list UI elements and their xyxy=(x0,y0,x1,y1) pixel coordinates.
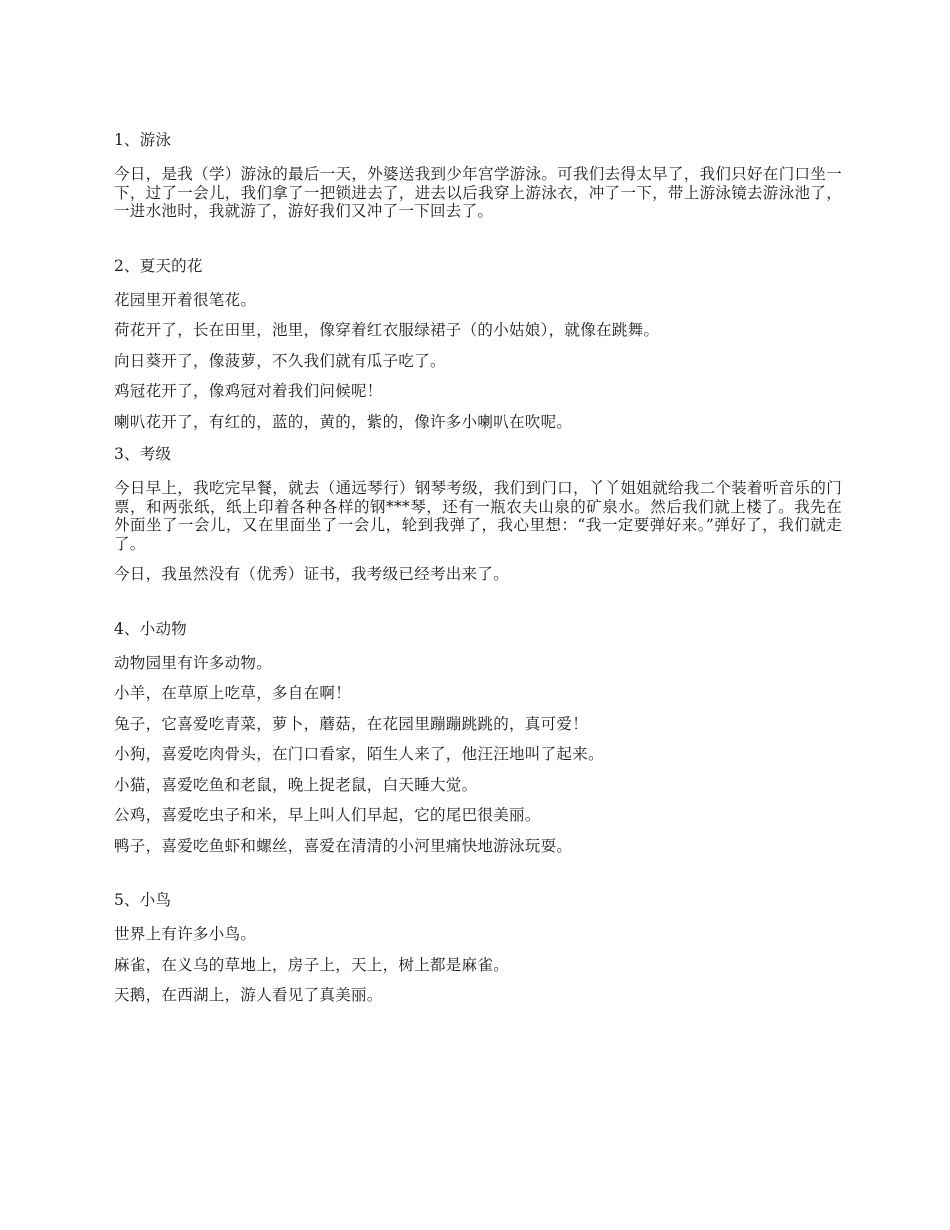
section-heading: 2、夏天的花 xyxy=(114,256,203,275)
section-heading: 3、考级 xyxy=(114,445,172,463)
paragraph: 鸡冠花开了，像鸡冠对着我们问候呢！ xyxy=(114,382,383,400)
paragraph: 喇叭花开了，有红的，蓝的，黄的，紫的，像许多小喇叭在吹呢。 xyxy=(114,412,573,431)
paragraph: 天鹅，在西湖上，游人看见了真美丽。 xyxy=(114,986,383,1004)
paragraph: 荷花开了，长在田里，池里，像穿着红衣服绿裙子（的小姑娘），就像在跳舞。 xyxy=(114,321,660,339)
section-heading: 5、小鸟 xyxy=(114,891,172,909)
paragraph: 花园里开着很笔花。 xyxy=(114,290,257,309)
paragraph: 小羊，在草原上吃草，多自在啊！ xyxy=(114,684,352,702)
paragraph: 今日早上，我吃完早餐，就去（通远琴行）钢琴考级，我们到门口，丫丫姐姐就给我二个装着听音乐的门票，和两张纸，纸上印着各种各样的钢***琴，还有一瓶农夫山泉的矿泉水。然后我们就上楼了。我先在外面坐了一会儿，又在里面坐了一会儿，轮到我弹了，我心里想：“我一定要弹好来。”弹好了，我们就走了。 xyxy=(114,479,842,553)
paragraph: 公鸡，喜爱吃虫子和米，早上叫人们早起，它的尾巴很美丽。 xyxy=(114,806,541,824)
section-heading: 4、小动物 xyxy=(114,619,187,638)
paragraph: 世界上有许多小鸟。 xyxy=(114,925,257,943)
section-gap xyxy=(114,867,842,889)
paragraph: 向日葵开了，像菠萝，不久我们就有瓜子吃了。 xyxy=(114,351,446,370)
paragraph: 鸭子，喜爱吃鱼虾和螺丝，喜爱在清清的小河里痛快地游泳玩耍。 xyxy=(114,836,573,855)
paragraph: 麻雀，在义乌的草地上，房子上，天上，树上都是麻雀。 xyxy=(114,955,510,974)
section-small-birds xyxy=(114,889,842,1005)
paragraph: 动物园里有许多动物。 xyxy=(114,653,273,672)
section-heading: 1、游泳 xyxy=(114,131,172,149)
document-body xyxy=(114,129,842,1017)
paragraph: 小狗，喜爱吃肉骨头，在门口看家，陌生人来了，他汪汪地叫了起来。 xyxy=(114,745,604,763)
section-small-animals xyxy=(114,618,842,856)
section-swimming xyxy=(114,129,842,221)
paragraph: 今日，我虽然没有（优秀）证书，我考级已经考出来了。 xyxy=(114,565,510,583)
paragraph: 小猫，喜爱吃鱼和老鼠，晚上捉老鼠，白天睡大觉。 xyxy=(114,775,478,794)
paragraph: 今日，是我（学）游泳的最后一天，外婆送我到少年宫学游泳。可我们去得太早了，我们只好在门口坐一下，过了一会儿，我们拿了一把锁进去了，进去以后我穿上游泳衣，冲了一下，带上游泳镜去游泳池了，一进水池时，我就游了，游好我们又冲了一下回去了。 xyxy=(114,165,842,220)
section-gap xyxy=(114,233,842,255)
paragraph: 兔子，它喜爱吃青菜，萝卜，蘑菇，在花园里蹦蹦跳跳的，真可爱！ xyxy=(114,714,589,733)
section-gap xyxy=(114,596,842,618)
section-summer-flowers xyxy=(114,255,842,432)
section-exam xyxy=(114,443,842,584)
